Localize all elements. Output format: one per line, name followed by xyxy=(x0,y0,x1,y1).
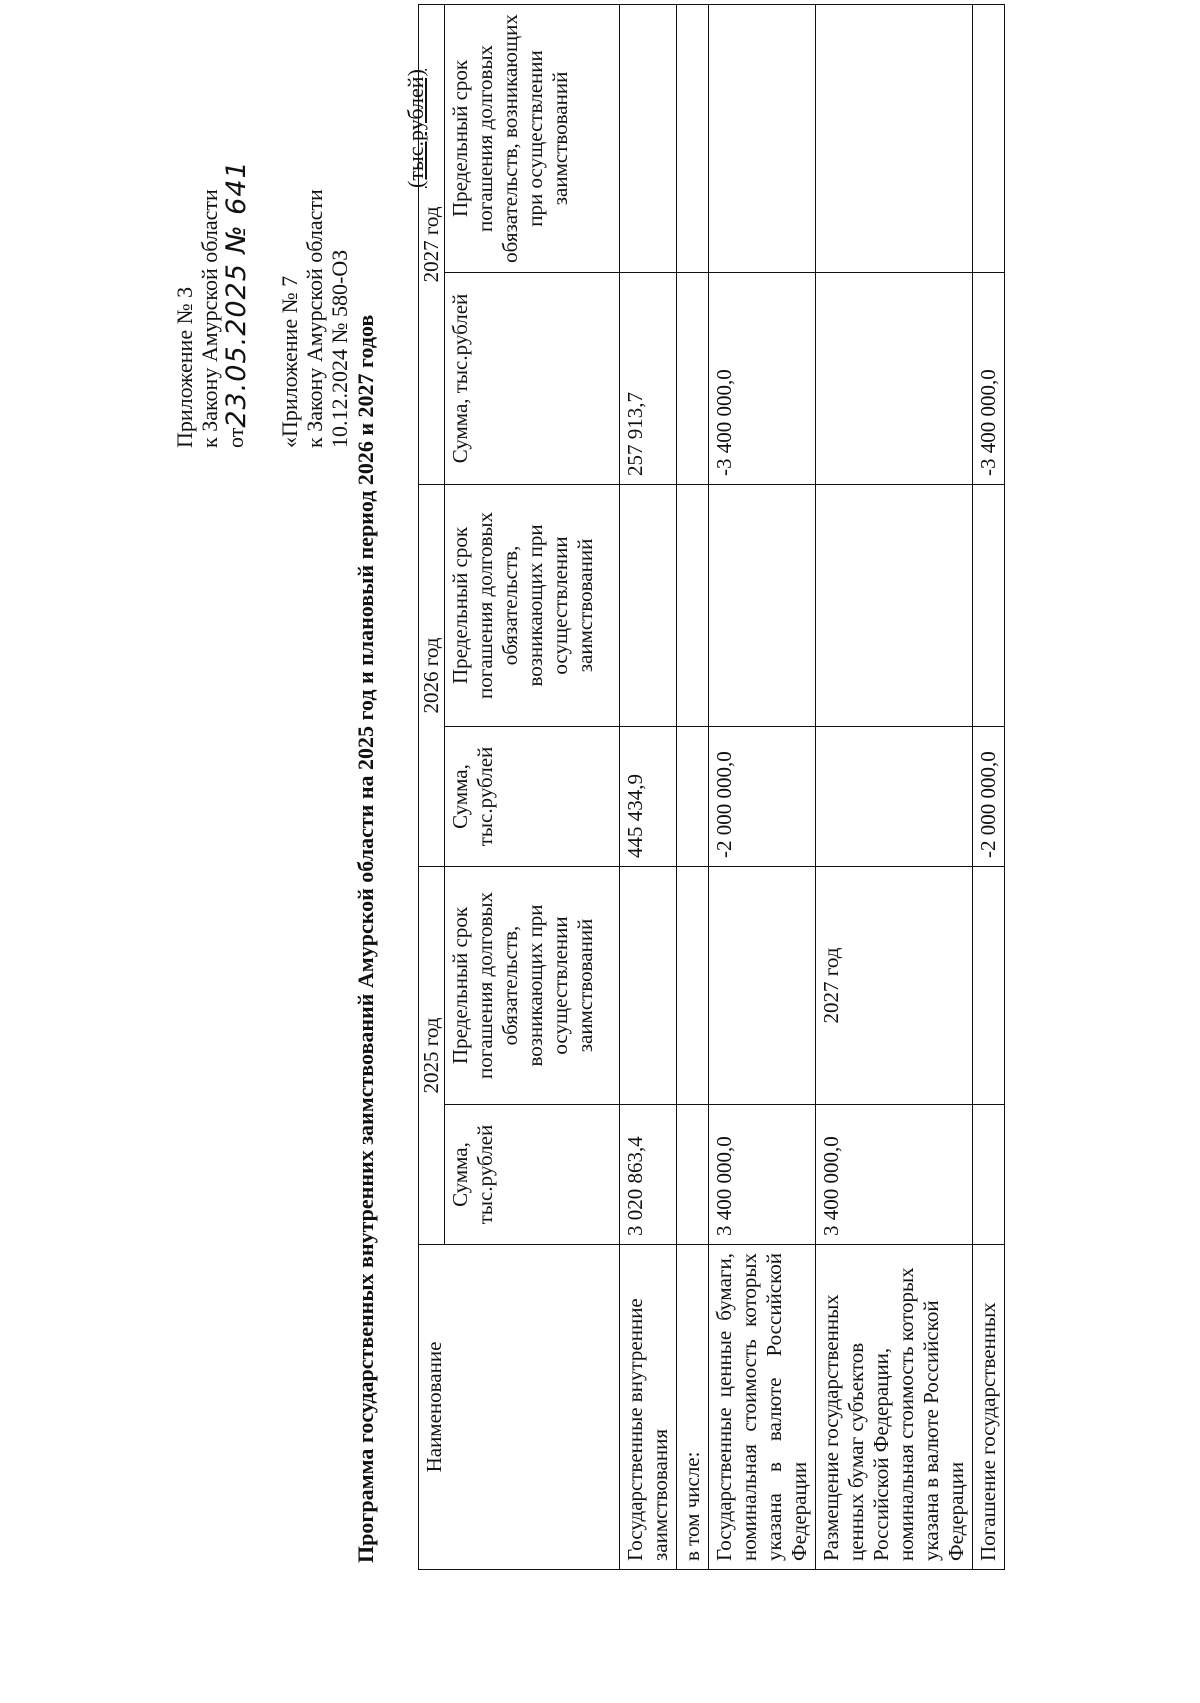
sum-2027-cell xyxy=(677,272,709,484)
row-name: Погашение государственных xyxy=(973,1245,1005,1570)
previous-appendix-law-ref: к Закону Амурской области xyxy=(302,189,327,448)
row-name: Государственные внутренние заимствования xyxy=(620,1245,677,1570)
previous-appendix-date: 10.12.2024 № 580-ОЗ xyxy=(327,249,352,448)
name-column-header: Наименование xyxy=(419,1245,620,1570)
sum-2026-cell xyxy=(677,726,709,866)
sum-2027-cell: -3 400 000,0 xyxy=(973,272,1005,484)
term-2027-cell xyxy=(709,4,816,272)
sum-2026-header: Сумма, тыс.рублей xyxy=(445,726,620,866)
table-row xyxy=(620,4,677,1569)
row-name: в том числе: xyxy=(677,1245,709,1570)
table-row xyxy=(973,4,1005,1569)
sum-2025-cell xyxy=(973,1105,1005,1245)
term-2026-cell xyxy=(973,484,1005,726)
term-2027-cell xyxy=(620,4,677,272)
row-name: Размещение государственных ценных бумаг субъектов Российской Федерации, номинальная стоимость которых указана в валюте Российской Федерации xyxy=(816,1245,973,1570)
year-2026-header: 2026 год xyxy=(419,484,445,866)
term-2026-cell xyxy=(816,484,973,726)
appendix-law-ref: к Закону Амурской области xyxy=(197,189,222,448)
term-2025-cell xyxy=(677,866,709,1104)
term-2027-cell xyxy=(973,4,1005,272)
unit-label: (тыс.рублей) xyxy=(403,69,428,188)
sum-2026-cell: -2 000 000,0 xyxy=(973,726,1005,866)
term-2027-cell xyxy=(677,4,709,272)
term-2025-cell xyxy=(973,866,1005,1104)
term-2025-cell: 2027 год xyxy=(816,866,973,1104)
appendix-date-line xyxy=(221,160,252,448)
sum-2025-cell xyxy=(677,1105,709,1245)
year-header-row xyxy=(419,4,445,1569)
sum-2027-cell: -3 400 000,0 xyxy=(709,272,816,484)
term-2025-cell xyxy=(709,866,816,1104)
term-2027-cell xyxy=(816,4,973,272)
table-row xyxy=(816,4,973,1569)
appendix-header xyxy=(172,160,252,448)
sum-2025-cell: 3 400 000,0 xyxy=(709,1105,816,1245)
table-row xyxy=(709,4,816,1569)
sum-2027-cell xyxy=(816,272,973,484)
sum-2025-cell: 3 020 863,4 xyxy=(620,1105,677,1245)
sum-2026-cell: -2 000 000,0 xyxy=(709,726,816,866)
term-2026-cell xyxy=(677,484,709,726)
year-2025-header: 2025 год xyxy=(419,866,445,1244)
term-2025-cell xyxy=(620,866,677,1104)
appendix-date-prefix: от xyxy=(223,427,248,448)
year-2027-header: 2027 год xyxy=(419,4,445,484)
term-2026-header: Предельный срок погашения долговых обязательств, возникающих при осуществлении заимствований xyxy=(445,484,620,726)
sum-2027-header: Сумма, тыс.рублей xyxy=(445,272,620,484)
term-2026-cell xyxy=(709,484,816,726)
previous-appendix-header xyxy=(277,189,352,448)
sum-2026-cell xyxy=(816,726,973,866)
sum-2027-cell: 257 913,7 xyxy=(620,272,677,484)
row-name: Государственные ценные бумаги, номинальная стоимость которых указана в валюте Российской Федерации xyxy=(709,1245,816,1570)
table-row xyxy=(677,4,709,1569)
previous-appendix-number: «Приложение № 7 xyxy=(277,275,302,448)
term-2025-header: Предельный срок погашения долговых обязательств, возникающих при осуществлении заимствований xyxy=(445,866,620,1104)
handwritten-date-signature: 23.05.2025 № 641 xyxy=(221,160,252,428)
sum-2025-cell: 3 400 000,0 xyxy=(816,1105,973,1245)
document-title: Программа государственных внутренних заимствований Амурской области на 2025 год и плановый период 2026 и 2027 годов xyxy=(353,314,378,1563)
borrowing-table xyxy=(418,4,1005,1570)
appendix-number: Приложение № 3 xyxy=(172,286,197,448)
sum-2026-cell: 445 434,9 xyxy=(620,726,677,866)
sum-2025-header: Сумма, тыс.рублей xyxy=(445,1105,620,1245)
term-2026-cell xyxy=(620,484,677,726)
term-2027-header: Предельный срок погашения долговых обязательств, возникающих при осуществлении заимствований xyxy=(445,4,620,272)
